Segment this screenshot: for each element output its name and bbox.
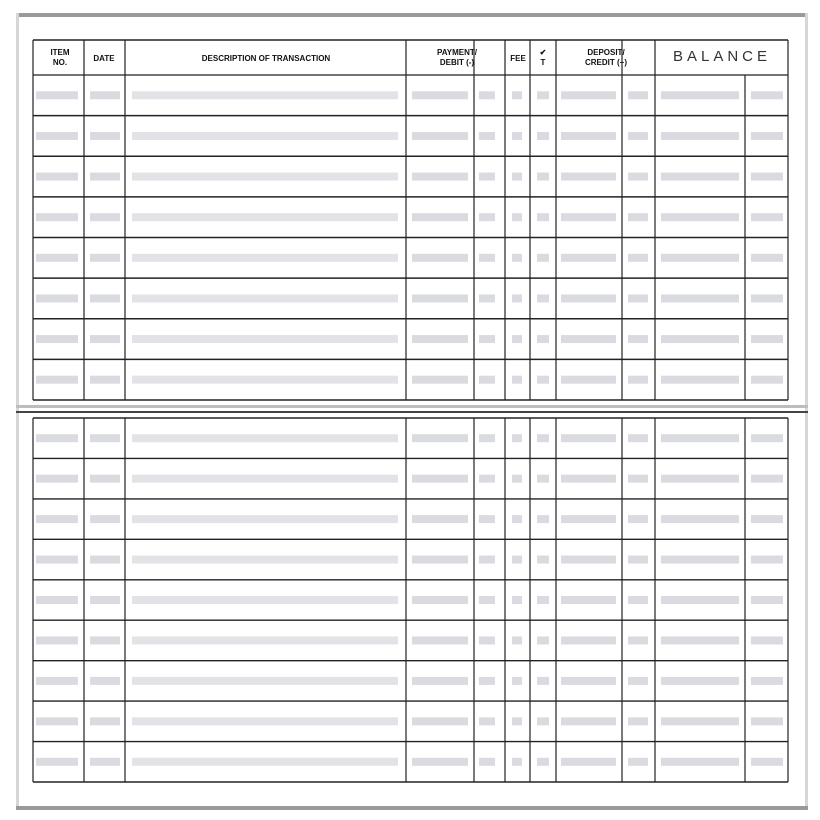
faint-description bbox=[132, 91, 398, 99]
faint-deposit-cents bbox=[628, 636, 648, 644]
faint-deposit bbox=[561, 758, 616, 766]
faint-balance-cents bbox=[751, 515, 783, 523]
faint-item-no bbox=[36, 173, 78, 181]
faint-description bbox=[132, 376, 398, 384]
faint-payment bbox=[412, 91, 468, 99]
faint-payment bbox=[412, 556, 468, 564]
page-fold bbox=[16, 405, 808, 408]
faint-item-no bbox=[36, 717, 78, 725]
faint-date bbox=[90, 335, 120, 343]
faint-payment-cents bbox=[479, 376, 495, 384]
faint-balance bbox=[661, 758, 739, 766]
faint-payment-cents bbox=[479, 677, 495, 685]
faint-description bbox=[132, 434, 398, 442]
faint-deposit bbox=[561, 91, 616, 99]
faint-balance-cents bbox=[751, 173, 783, 181]
faint-balance-cents bbox=[751, 717, 783, 725]
faint-deposit bbox=[561, 173, 616, 181]
faint-balance-cents bbox=[751, 213, 783, 221]
faint-payment bbox=[412, 335, 468, 343]
header-check-line1: ✔ bbox=[539, 48, 547, 57]
faint-deposit bbox=[561, 294, 616, 302]
header-balance: BALANCE bbox=[672, 48, 772, 65]
faint-fee bbox=[512, 434, 522, 442]
faint-payment bbox=[412, 173, 468, 181]
header-date: DATE bbox=[93, 54, 115, 63]
faint-balance bbox=[661, 475, 739, 483]
faint-check bbox=[537, 677, 549, 685]
faint-description bbox=[132, 213, 398, 221]
faint-balance-cents bbox=[751, 596, 783, 604]
faint-balance bbox=[661, 677, 739, 685]
faint-date bbox=[90, 376, 120, 384]
faint-balance bbox=[661, 636, 739, 644]
faint-item-no bbox=[36, 515, 78, 523]
faint-deposit bbox=[561, 515, 616, 523]
faint-deposit bbox=[561, 213, 616, 221]
faint-item-no bbox=[36, 335, 78, 343]
faint-balance bbox=[661, 254, 739, 262]
faint-balance-cents bbox=[751, 475, 783, 483]
faint-description bbox=[132, 335, 398, 343]
faint-date bbox=[90, 173, 120, 181]
faint-item-no bbox=[36, 475, 78, 483]
faint-fee bbox=[512, 636, 522, 644]
faint-description bbox=[132, 294, 398, 302]
faint-item-no bbox=[36, 213, 78, 221]
faint-payment bbox=[412, 254, 468, 262]
faint-balance-cents bbox=[751, 294, 783, 302]
header-payment-line2: DEBIT (-) bbox=[439, 58, 475, 67]
faint-date bbox=[90, 556, 120, 564]
faint-check bbox=[537, 717, 549, 725]
faint-fee bbox=[512, 173, 522, 181]
faint-balance-cents bbox=[751, 335, 783, 343]
faint-balance bbox=[661, 515, 739, 523]
faint-fee bbox=[512, 758, 522, 766]
faint-payment-cents bbox=[479, 717, 495, 725]
faint-deposit-cents bbox=[628, 294, 648, 302]
faint-deposit-cents bbox=[628, 91, 648, 99]
faint-deposit-cents bbox=[628, 717, 648, 725]
faint-item-no bbox=[36, 677, 78, 685]
faint-deposit-cents bbox=[628, 173, 648, 181]
faint-deposit bbox=[561, 335, 616, 343]
faint-check bbox=[537, 434, 549, 442]
faint-item-no bbox=[36, 132, 78, 140]
faint-balance-cents bbox=[751, 434, 783, 442]
page-fold-line bbox=[16, 411, 808, 413]
faint-balance-cents bbox=[751, 556, 783, 564]
faint-payment bbox=[412, 596, 468, 604]
faint-description bbox=[132, 717, 398, 725]
faint-fee bbox=[512, 132, 522, 140]
faint-description bbox=[132, 173, 398, 181]
faint-date bbox=[90, 213, 120, 221]
faint-deposit-cents bbox=[628, 213, 648, 221]
faint-description bbox=[132, 475, 398, 483]
faint-fee bbox=[512, 254, 522, 262]
faint-balance-cents bbox=[751, 758, 783, 766]
faint-balance-cents bbox=[751, 91, 783, 99]
faint-date bbox=[90, 254, 120, 262]
faint-check bbox=[537, 294, 549, 302]
faint-check bbox=[537, 254, 549, 262]
faint-deposit bbox=[561, 376, 616, 384]
faint-payment bbox=[412, 434, 468, 442]
faint-item-no bbox=[36, 376, 78, 384]
faint-balance-cents bbox=[751, 677, 783, 685]
faint-check bbox=[537, 556, 549, 564]
faint-date bbox=[90, 515, 120, 523]
faint-date bbox=[90, 132, 120, 140]
faint-payment bbox=[412, 515, 468, 523]
faint-balance-cents bbox=[751, 376, 783, 384]
faint-payment bbox=[412, 717, 468, 725]
faint-deposit-cents bbox=[628, 475, 648, 483]
faint-fee bbox=[512, 475, 522, 483]
faint-description bbox=[132, 132, 398, 140]
faint-deposit-cents bbox=[628, 677, 648, 685]
faint-deposit bbox=[561, 475, 616, 483]
faint-item-no bbox=[36, 294, 78, 302]
faint-item-no bbox=[36, 434, 78, 442]
faint-deposit bbox=[561, 254, 616, 262]
faint-fee bbox=[512, 556, 522, 564]
faint-description bbox=[132, 515, 398, 523]
faint-date bbox=[90, 717, 120, 725]
faint-balance bbox=[661, 173, 739, 181]
faint-deposit-cents bbox=[628, 434, 648, 442]
header-deposit-line2: CREDIT (+) bbox=[585, 58, 627, 67]
faint-payment bbox=[412, 758, 468, 766]
faint-deposit-cents bbox=[628, 132, 648, 140]
faint-payment-cents bbox=[479, 475, 495, 483]
faint-payment-cents bbox=[479, 556, 495, 564]
faint-payment bbox=[412, 677, 468, 685]
faint-deposit-cents bbox=[628, 596, 648, 604]
faint-balance bbox=[661, 132, 739, 140]
faint-check bbox=[537, 132, 549, 140]
faint-description bbox=[132, 596, 398, 604]
header-fee: FEE bbox=[510, 54, 526, 63]
faint-balance bbox=[661, 335, 739, 343]
faint-payment bbox=[412, 475, 468, 483]
faint-check bbox=[537, 213, 549, 221]
faint-check bbox=[537, 335, 549, 343]
faint-deposit bbox=[561, 556, 616, 564]
faint-check bbox=[537, 91, 549, 99]
faint-deposit bbox=[561, 636, 616, 644]
header-item-no-line1: ITEM bbox=[50, 48, 70, 57]
header-check-line2: T bbox=[540, 58, 546, 67]
header-payment-line1: PAYMENT/ bbox=[436, 48, 477, 57]
faint-payment bbox=[412, 636, 468, 644]
faint-item-no bbox=[36, 758, 78, 766]
header-description: DESCRIPTION OF TRANSACTION bbox=[201, 54, 331, 63]
faint-deposit bbox=[561, 434, 616, 442]
faint-item-no bbox=[36, 596, 78, 604]
faint-check bbox=[537, 636, 549, 644]
faint-fee bbox=[512, 376, 522, 384]
faint-payment-cents bbox=[479, 91, 495, 99]
faint-check bbox=[537, 376, 549, 384]
faint-deposit-cents bbox=[628, 254, 648, 262]
faint-deposit bbox=[561, 677, 616, 685]
faint-deposit bbox=[561, 132, 616, 140]
faint-check bbox=[537, 173, 549, 181]
faint-description bbox=[132, 254, 398, 262]
faint-check bbox=[537, 596, 549, 604]
faint-payment-cents bbox=[479, 294, 495, 302]
faint-payment-cents bbox=[479, 434, 495, 442]
faint-description bbox=[132, 636, 398, 644]
faint-item-no bbox=[36, 91, 78, 99]
faint-fee bbox=[512, 596, 522, 604]
faint-payment-cents bbox=[479, 132, 495, 140]
faint-payment-cents bbox=[479, 515, 495, 523]
faint-description bbox=[132, 677, 398, 685]
faint-balance-cents bbox=[751, 132, 783, 140]
faint-fee bbox=[512, 335, 522, 343]
faint-check bbox=[537, 758, 549, 766]
faint-balance bbox=[661, 596, 739, 604]
faint-deposit-cents bbox=[628, 376, 648, 384]
faint-balance bbox=[661, 376, 739, 384]
faint-fee bbox=[512, 294, 522, 302]
faint-date bbox=[90, 596, 120, 604]
faint-fee bbox=[512, 91, 522, 99]
faint-date bbox=[90, 636, 120, 644]
header-deposit-line1: DEPOSIT/ bbox=[587, 48, 625, 57]
faint-payment bbox=[412, 376, 468, 384]
faint-item-no bbox=[36, 556, 78, 564]
faint-balance bbox=[661, 434, 739, 442]
faint-description bbox=[132, 556, 398, 564]
faint-deposit-cents bbox=[628, 758, 648, 766]
faint-check bbox=[537, 515, 549, 523]
faint-payment bbox=[412, 294, 468, 302]
faint-date bbox=[90, 758, 120, 766]
faint-fee bbox=[512, 677, 522, 685]
faint-date bbox=[90, 294, 120, 302]
faint-payment-cents bbox=[479, 213, 495, 221]
faint-date bbox=[90, 434, 120, 442]
faint-payment-cents bbox=[479, 596, 495, 604]
faint-date bbox=[90, 677, 120, 685]
faint-balance bbox=[661, 294, 739, 302]
faint-item-no bbox=[36, 254, 78, 262]
faint-item-no bbox=[36, 636, 78, 644]
faint-deposit bbox=[561, 596, 616, 604]
faint-payment-cents bbox=[479, 636, 495, 644]
faint-deposit-cents bbox=[628, 515, 648, 523]
faint-payment-cents bbox=[479, 254, 495, 262]
faint-balance bbox=[661, 556, 739, 564]
faint-deposit-cents bbox=[628, 556, 648, 564]
faint-date bbox=[90, 475, 120, 483]
faint-balance bbox=[661, 91, 739, 99]
faint-balance-cents bbox=[751, 254, 783, 262]
faint-balance-cents bbox=[751, 636, 783, 644]
faint-balance bbox=[661, 213, 739, 221]
faint-deposit-cents bbox=[628, 335, 648, 343]
faint-payment-cents bbox=[479, 335, 495, 343]
faint-payment bbox=[412, 132, 468, 140]
faint-deposit bbox=[561, 717, 616, 725]
faint-payment bbox=[412, 213, 468, 221]
faint-fee bbox=[512, 213, 522, 221]
faint-payment-cents bbox=[479, 173, 495, 181]
faint-balance bbox=[661, 717, 739, 725]
header-item-no-line2: NO. bbox=[52, 58, 68, 67]
faint-date bbox=[90, 91, 120, 99]
faint-description bbox=[132, 758, 398, 766]
faint-fee bbox=[512, 717, 522, 725]
faint-check bbox=[537, 475, 549, 483]
faint-fee bbox=[512, 515, 522, 523]
faint-payment-cents bbox=[479, 758, 495, 766]
